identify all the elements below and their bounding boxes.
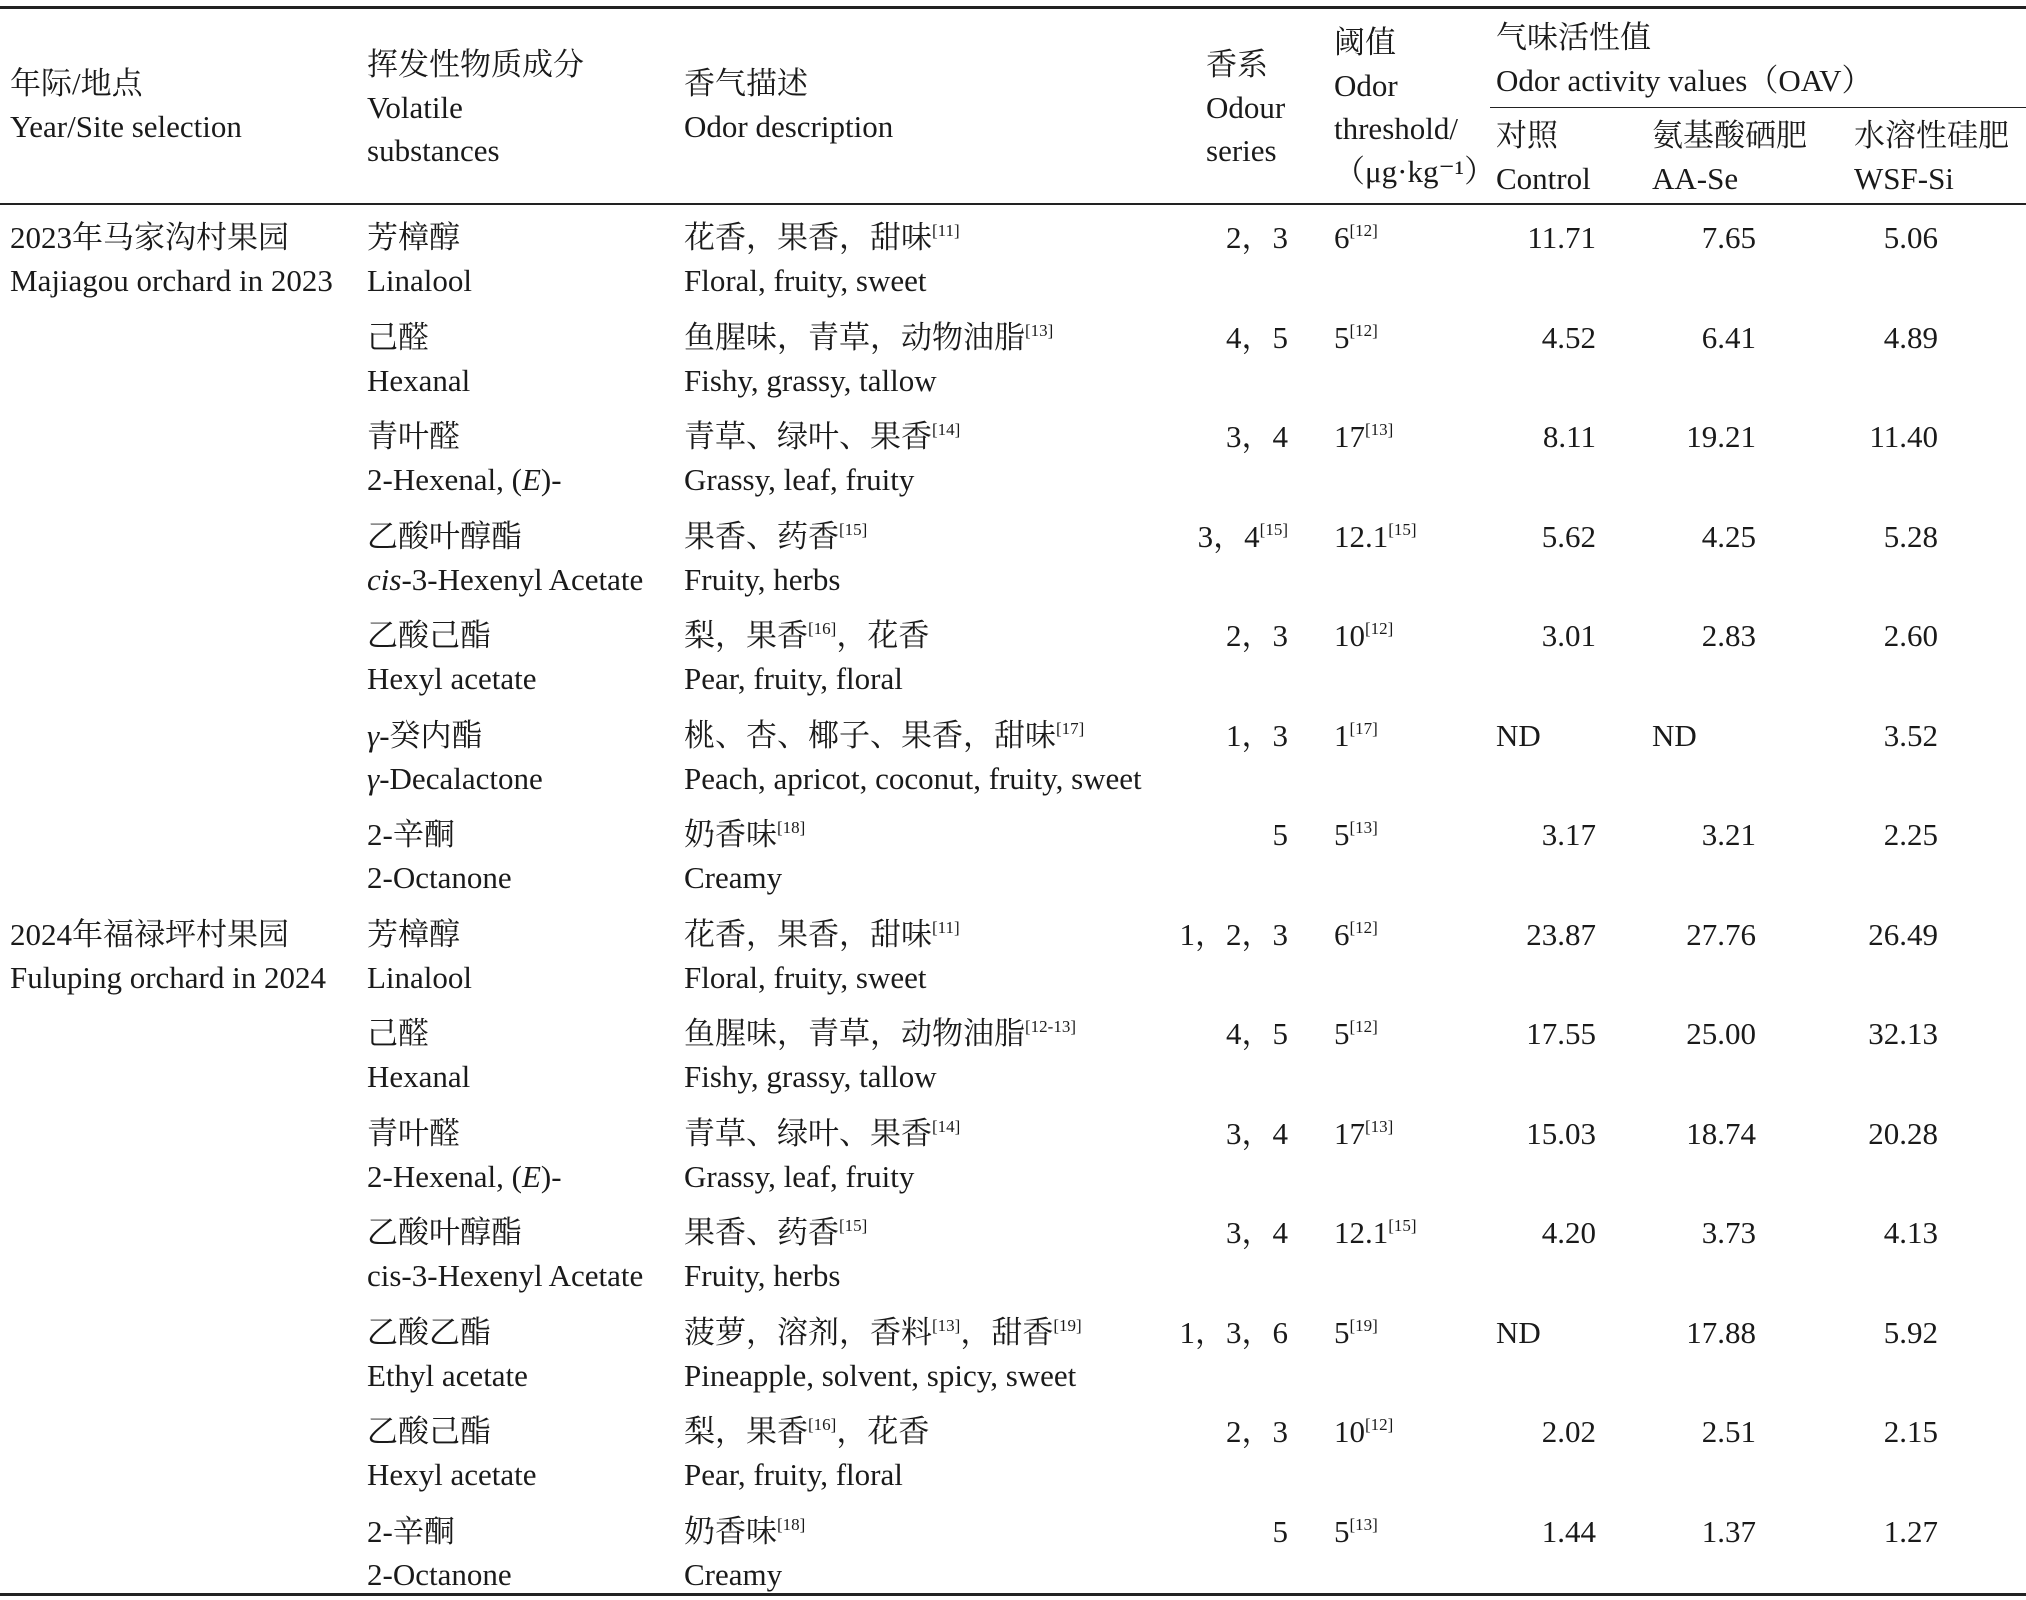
odor-description — [684, 1211, 867, 1297]
odor-description-en: Pear, fruity, floral — [684, 1457, 903, 1492]
odour-series — [1128, 1211, 1288, 1254]
reference-marker: [16] — [808, 1415, 837, 1434]
odour-series — [1128, 913, 1288, 956]
odour-series-value: 2，3 — [1226, 618, 1288, 653]
odor-description — [684, 316, 1053, 402]
reference-marker: [12] — [1365, 1415, 1394, 1434]
compound-name — [367, 515, 643, 601]
odor-description-cn-text: 奶香味 — [684, 1514, 777, 1549]
header-control-en: Control — [1496, 161, 1591, 196]
oav-control: 3.17 — [1541, 817, 1596, 852]
header-series-en2: series — [1206, 133, 1277, 168]
odour-series — [1128, 614, 1288, 657]
oav-aa-se: 1.37 — [1701, 1514, 1756, 1549]
compound-name — [367, 1311, 528, 1397]
compound-name-en: Linalool — [367, 263, 473, 298]
odor-threshold-value: 5 — [1334, 1514, 1350, 1549]
compound-name-cn: 青叶醛 — [367, 419, 460, 454]
oav-wsf-si: 2.25 — [1883, 817, 1938, 852]
compound-name-en: Hexanal — [367, 363, 471, 398]
compound-name-cn: 己醛 — [367, 320, 429, 355]
compound-name-cn: 乙酸叶醇酯 — [367, 519, 522, 554]
header-wsfsi-cn: 水溶性硅肥 — [1854, 118, 2009, 153]
odour-series-value: 3，4 — [1226, 1116, 1288, 1151]
compound-name — [367, 714, 543, 800]
odor-description — [684, 813, 805, 899]
compound-name-en: 2-Hexenal, (E)- — [367, 462, 562, 497]
reference-marker: [11] — [932, 221, 960, 240]
header-year-site — [10, 62, 242, 148]
oav-wsf-si: 2.15 — [1883, 1414, 1938, 1449]
odor-description-cn-tail: ，花香 — [836, 1414, 930, 1449]
compound-name-en: 2-Octanone — [367, 860, 512, 895]
reference-marker: [13] — [1349, 1515, 1378, 1534]
odour-series-value: 3，4 — [1197, 519, 1260, 554]
odor-description-cn-text: 果香、药香 — [684, 519, 839, 554]
compound-name-en: cis-3-Hexenyl Acetate — [367, 562, 644, 597]
odour-series — [1128, 1311, 1288, 1354]
odor-description-cn-text: 鱼腥味，青草，动物油脂 — [684, 320, 1025, 355]
oav-wsf-si: 3.52 — [1883, 718, 1938, 753]
odor-threshold — [1334, 1112, 1393, 1155]
odor-description-cn-text: 梨，果香 — [684, 1414, 808, 1449]
odour-series — [1128, 1510, 1288, 1553]
odor-description — [684, 1012, 1076, 1098]
odor-description-cn — [684, 1211, 867, 1254]
oav-wsf-si: 1.27 — [1883, 1514, 1938, 1549]
odor-description-cn — [684, 415, 960, 458]
odor-description-cn — [684, 1410, 929, 1453]
odor-description — [684, 1112, 960, 1198]
odor-description-en: Fishy, grassy, tallow — [684, 363, 937, 398]
odor-threshold-value: 6 — [1334, 220, 1350, 255]
oav-span-rule — [1490, 107, 2026, 108]
odor-threshold-value: 5 — [1334, 817, 1350, 852]
header-control-cn: 对照 — [1496, 118, 1558, 153]
odor-description-en: Fishy, grassy, tallow — [684, 1059, 937, 1094]
compound-name-en: 2-Hexenal, (E)- — [367, 1159, 562, 1194]
oav-aa-se: 7.65 — [1701, 220, 1756, 255]
compound-name-cn: 乙酸己酯 — [367, 1414, 491, 1449]
reference-marker: [18] — [777, 1515, 806, 1534]
odor-description — [684, 216, 960, 302]
compound-name-en: cis-3-Hexenyl Acetate — [367, 1258, 644, 1293]
oav-wsf-si: 4.13 — [1883, 1215, 1938, 1250]
reference-marker: [19] — [1349, 1316, 1378, 1335]
compound-name — [367, 1112, 562, 1198]
reference-marker: [17] — [1056, 719, 1085, 738]
oav-aa-se: 2.83 — [1701, 618, 1756, 653]
odor-threshold — [1334, 813, 1378, 856]
odor-description — [684, 415, 960, 501]
odor-description-cn — [684, 813, 805, 856]
odor-description — [684, 913, 960, 999]
odor-description-cn-tail: ，花香 — [836, 618, 930, 653]
reference-marker: [16] — [808, 619, 837, 638]
reference-marker: [14] — [932, 1117, 961, 1136]
reference-marker: [13] — [932, 1316, 961, 1335]
odor-threshold — [1334, 1012, 1378, 1055]
odor-description-en: Fruity, herbs — [684, 1258, 841, 1293]
odour-series — [1128, 415, 1288, 458]
compound-name — [367, 1410, 537, 1496]
odour-series — [1128, 316, 1288, 359]
compound-name — [367, 316, 470, 402]
odour-series — [1128, 1012, 1288, 1055]
odor-threshold — [1334, 1410, 1393, 1453]
odour-series — [1128, 813, 1288, 856]
odour-series-value: 5 — [1272, 817, 1288, 852]
odor-description-en: Floral, fruity, sweet — [684, 263, 927, 298]
odor-description-cn-text: 奶香味 — [684, 817, 777, 852]
compound-name-en: Hexanal — [367, 1059, 471, 1094]
odor-description-cn-text: 花香，果香，甜味 — [684, 220, 932, 255]
oav-control: ND — [1496, 1315, 1541, 1350]
oav-control: 2.02 — [1541, 1414, 1596, 1449]
compound-name-en: Hexyl acetate — [367, 1457, 537, 1492]
odor-description — [684, 1311, 1082, 1397]
odor-threshold — [1334, 614, 1393, 657]
odor-threshold-value: 6 — [1334, 917, 1350, 952]
reference-marker: [12] — [1365, 619, 1394, 638]
oav-control: 15.03 — [1526, 1116, 1596, 1151]
compound-name-en: Ethyl acetate — [367, 1358, 528, 1393]
compound-name-en: γ-Decalactone — [367, 761, 543, 796]
reference-marker: [15] — [839, 520, 868, 539]
odor-threshold-value: 12.1 — [1334, 1215, 1389, 1250]
odor-description-cn — [684, 1112, 960, 1155]
oav-wsf-si: 32.13 — [1868, 1016, 1938, 1051]
reference-marker: [15] — [839, 1216, 868, 1235]
group-label-cn: 2024年福禄坪村果园 — [10, 917, 289, 952]
odor-threshold-value: 5 — [1334, 1315, 1350, 1350]
group-label — [10, 913, 326, 999]
odour-series — [1128, 515, 1288, 558]
reference-marker: [12-13] — [1025, 1017, 1076, 1036]
group-label-en: Majiagou orchard in 2023 — [10, 263, 333, 298]
reference-marker: [19] — [1053, 1316, 1082, 1335]
header-wsfsi-en: WSF-Si — [1854, 161, 1954, 196]
compound-name-cn: 乙酸己酯 — [367, 618, 491, 653]
compound-name-cn: 己醛 — [367, 1016, 429, 1051]
oav-aa-se: 2.51 — [1701, 1414, 1756, 1449]
oav-aa-se: 3.73 — [1701, 1215, 1756, 1250]
odor-description-en: Creamy — [684, 860, 783, 895]
odour-series-value: 1，2，3 — [1179, 917, 1288, 952]
compound-name-en: Hexyl acetate — [367, 661, 537, 696]
compound-name-en: Linalool — [367, 960, 473, 995]
odour-series-value: 1，3，6 — [1179, 1315, 1288, 1350]
header-series-en1: Odour — [1206, 90, 1286, 125]
odor-threshold-value: 12.1 — [1334, 519, 1389, 554]
odor-description-cn-text: 青草、绿叶、果香 — [684, 1116, 932, 1151]
odor-description — [684, 614, 929, 700]
odor-description-en: Floral, fruity, sweet — [684, 960, 927, 995]
odor-description-cn-text: 花香，果香，甜味 — [684, 917, 932, 952]
odor-threshold-value: 10 — [1334, 1414, 1365, 1449]
header-threshold-en2: threshold/ — [1334, 111, 1458, 146]
reference-marker: [12] — [1349, 918, 1378, 937]
reference-marker: [18] — [777, 818, 806, 837]
odor-description — [684, 1410, 929, 1496]
compound-name — [367, 913, 472, 999]
odor-description-cn-text: 果香、药香 — [684, 1215, 839, 1250]
odour-series-value: 2，3 — [1226, 220, 1288, 255]
compound-name — [367, 813, 512, 899]
odor-description-cn-text: 梨，果香 — [684, 618, 808, 653]
odour-series-value: 4，5 — [1226, 1016, 1288, 1051]
header-wsfsi — [1854, 114, 2009, 200]
odor-description — [684, 1510, 805, 1596]
odor-threshold — [1334, 515, 1417, 558]
compound-name — [367, 614, 537, 700]
reference-marker: [13] — [1365, 420, 1394, 439]
odour-series — [1128, 714, 1288, 757]
oav-wsf-si: 4.89 — [1883, 320, 1938, 355]
odor-description-cn — [684, 1510, 805, 1553]
oav-aa-se: 27.76 — [1686, 917, 1756, 952]
oav-control: 3.01 — [1541, 618, 1596, 653]
header-threshold — [1334, 21, 1495, 193]
top-rule — [0, 6, 2026, 9]
header-volatile — [367, 43, 584, 172]
header-volatile-en1: Volatile — [367, 90, 463, 125]
odour-series-value: 5 — [1272, 1514, 1288, 1549]
compound-name-cn: γ-癸内酯 — [367, 718, 483, 753]
oav-aa-se: 4.25 — [1701, 519, 1756, 554]
oav-wsf-si: 2.60 — [1883, 618, 1938, 653]
reference-marker: [14] — [932, 420, 961, 439]
odor-description-cn — [684, 515, 867, 558]
odor-threshold-value: 5 — [1334, 1016, 1350, 1051]
header-series — [1206, 43, 1285, 172]
reference-marker: [13] — [1349, 818, 1378, 837]
odor-threshold — [1334, 913, 1378, 956]
compound-name — [367, 1211, 643, 1297]
odour-series-value: 1，3 — [1226, 718, 1288, 753]
oav-aa-se: 3.21 — [1701, 817, 1756, 852]
oav-aa-se: 19.21 — [1686, 419, 1756, 454]
odor-description-cn — [684, 913, 960, 956]
reference-marker: [15] — [1259, 520, 1288, 539]
odor-description-cn-text: 桃、杏、椰子、果香，甜味 — [684, 718, 1056, 753]
compound-name-cn: 2-辛酮 — [367, 817, 455, 852]
odour-series — [1128, 216, 1288, 259]
compound-name — [367, 1012, 470, 1098]
header-aase — [1652, 114, 1807, 200]
odor-description-en: Pear, fruity, floral — [684, 661, 903, 696]
reference-marker: [12] — [1349, 321, 1378, 340]
reference-marker: [15] — [1388, 520, 1417, 539]
odour-series — [1128, 1112, 1288, 1155]
odor-description-en: Peach, apricot, coconut, fruity, sweet — [684, 761, 1142, 796]
header-aase-cn: 氨基酸硒肥 — [1652, 118, 1807, 153]
odor-description-cn-text: 青草、绿叶、果香 — [684, 419, 932, 454]
odor-description-cn — [684, 216, 960, 259]
compound-name-cn: 芳樟醇 — [367, 917, 460, 952]
oav-control: 11.71 — [1527, 220, 1596, 255]
compound-name — [367, 415, 562, 501]
header-series-cn: 香系 — [1206, 47, 1268, 82]
oav-aa-se: ND — [1652, 718, 1697, 753]
oav-wsf-si: 26.49 — [1868, 917, 1938, 952]
odor-threshold — [1334, 216, 1378, 259]
compound-name-cn: 乙酸叶醇酯 — [367, 1215, 522, 1250]
oav-wsf-si: 11.40 — [1869, 419, 1938, 454]
odor-threshold — [1334, 1311, 1378, 1354]
header-threshold-en1: Odor — [1334, 68, 1398, 103]
oav-control: 5.62 — [1541, 519, 1596, 554]
oav-control: ND — [1496, 718, 1541, 753]
bottom-rule — [0, 1593, 2026, 1596]
group-label-en: Fuluping orchard in 2024 — [10, 960, 326, 995]
compound-name-cn: 芳樟醇 — [367, 220, 460, 255]
odor-threshold-value: 17 — [1334, 1116, 1365, 1151]
oav-wsf-si: 5.92 — [1883, 1315, 1938, 1350]
odor-description-cn — [684, 614, 929, 657]
compound-name — [367, 1510, 512, 1596]
header-volatile-en2: substances — [367, 133, 500, 168]
odor-description-cn-text: 菠萝，溶剂，香料 — [684, 1315, 932, 1350]
oav-control: 4.20 — [1541, 1215, 1596, 1250]
header-oav — [1496, 16, 1873, 102]
odor-description-en: Grassy, leaf, fruity — [684, 1159, 915, 1194]
compound-name-cn: 2-辛酮 — [367, 1514, 455, 1549]
reference-marker: [15] — [1388, 1216, 1417, 1235]
oav-control: 17.55 — [1526, 1016, 1596, 1051]
oav-aa-se: 17.88 — [1686, 1315, 1756, 1350]
group-label-cn: 2023年马家沟村果园 — [10, 220, 289, 255]
odor-threshold — [1334, 316, 1378, 359]
header-odor-desc-cn: 香气描述 — [684, 66, 808, 101]
oav-wsf-si: 20.28 — [1868, 1116, 1938, 1151]
odor-description-en: Creamy — [684, 1557, 783, 1592]
reference-marker: [13] — [1025, 321, 1054, 340]
reference-marker: [11] — [932, 918, 960, 937]
reference-marker: [12] — [1349, 1017, 1378, 1036]
oav-control: 23.87 — [1526, 917, 1596, 952]
oav-aa-se: 25.00 — [1686, 1016, 1756, 1051]
oav-control: 4.52 — [1541, 320, 1596, 355]
odor-threshold — [1334, 415, 1393, 458]
group-label — [10, 216, 333, 302]
odor-description-cn-text: 鱼腥味，青草，动物油脂 — [684, 1016, 1025, 1051]
odour-series-value: 3，4 — [1226, 419, 1288, 454]
odour-series-value: 4，5 — [1226, 320, 1288, 355]
odor-threshold-value: 17 — [1334, 419, 1365, 454]
header-oav-cn: 气味活性值 — [1496, 20, 1651, 55]
oav-wsf-si: 5.28 — [1883, 519, 1938, 554]
odor-threshold — [1334, 714, 1378, 757]
odor-threshold-value: 1 — [1334, 718, 1350, 753]
header-year-site-cn: 年际/地点 — [10, 66, 143, 101]
odor-description-cn — [684, 714, 1142, 757]
odour-series-value: 2，3 — [1226, 1414, 1288, 1449]
odor-threshold — [1334, 1211, 1417, 1254]
odor-description — [684, 515, 867, 601]
odor-description-cn — [684, 316, 1053, 359]
odor-threshold-value: 10 — [1334, 618, 1365, 653]
header-control — [1496, 114, 1591, 200]
header-year-site-en: Year/Site selection — [10, 109, 242, 144]
oav-wsf-si: 5.06 — [1883, 220, 1938, 255]
odor-description-cn — [684, 1012, 1076, 1055]
odor-description-cn-tail: ，甜香 — [960, 1315, 1054, 1350]
odour-series-value: 3，4 — [1226, 1215, 1288, 1250]
odour-series — [1128, 1410, 1288, 1453]
odor-threshold — [1334, 1510, 1378, 1553]
odor-description — [684, 714, 1142, 800]
reference-marker: [12] — [1349, 221, 1378, 240]
header-aase-en: AA-Se — [1652, 161, 1739, 196]
header-odor-desc-en: Odor description — [684, 109, 894, 144]
odor-description-en: Pineapple, solvent, spicy, sweet — [684, 1358, 1077, 1393]
compound-name-cn: 青叶醛 — [367, 1116, 460, 1151]
header-oav-en: Odor activity values（OAV） — [1496, 63, 1873, 98]
oav-control: 8.11 — [1542, 419, 1596, 454]
header-threshold-cn: 阈值 — [1334, 25, 1396, 60]
header-threshold-unit: （μg·kg⁻¹） — [1334, 154, 1496, 189]
odor-threshold-value: 5 — [1334, 320, 1350, 355]
reference-marker: [13] — [1365, 1117, 1394, 1136]
oav-aa-se: 6.41 — [1701, 320, 1756, 355]
header-volatile-cn: 挥发性物质成分 — [367, 47, 584, 82]
header-rule — [0, 203, 2026, 205]
oav-control: 1.44 — [1541, 1514, 1596, 1549]
compound-name — [367, 216, 472, 302]
compound-name-cn: 乙酸乙酯 — [367, 1315, 491, 1350]
compound-name-en: 2-Octanone — [367, 1557, 512, 1592]
header-odor-desc — [684, 62, 893, 148]
odor-description-cn — [684, 1311, 1082, 1354]
reference-marker: [17] — [1349, 719, 1378, 738]
odor-description-en: Fruity, herbs — [684, 562, 841, 597]
odor-description-en: Grassy, leaf, fruity — [684, 462, 915, 497]
oav-aa-se: 18.74 — [1686, 1116, 1756, 1151]
